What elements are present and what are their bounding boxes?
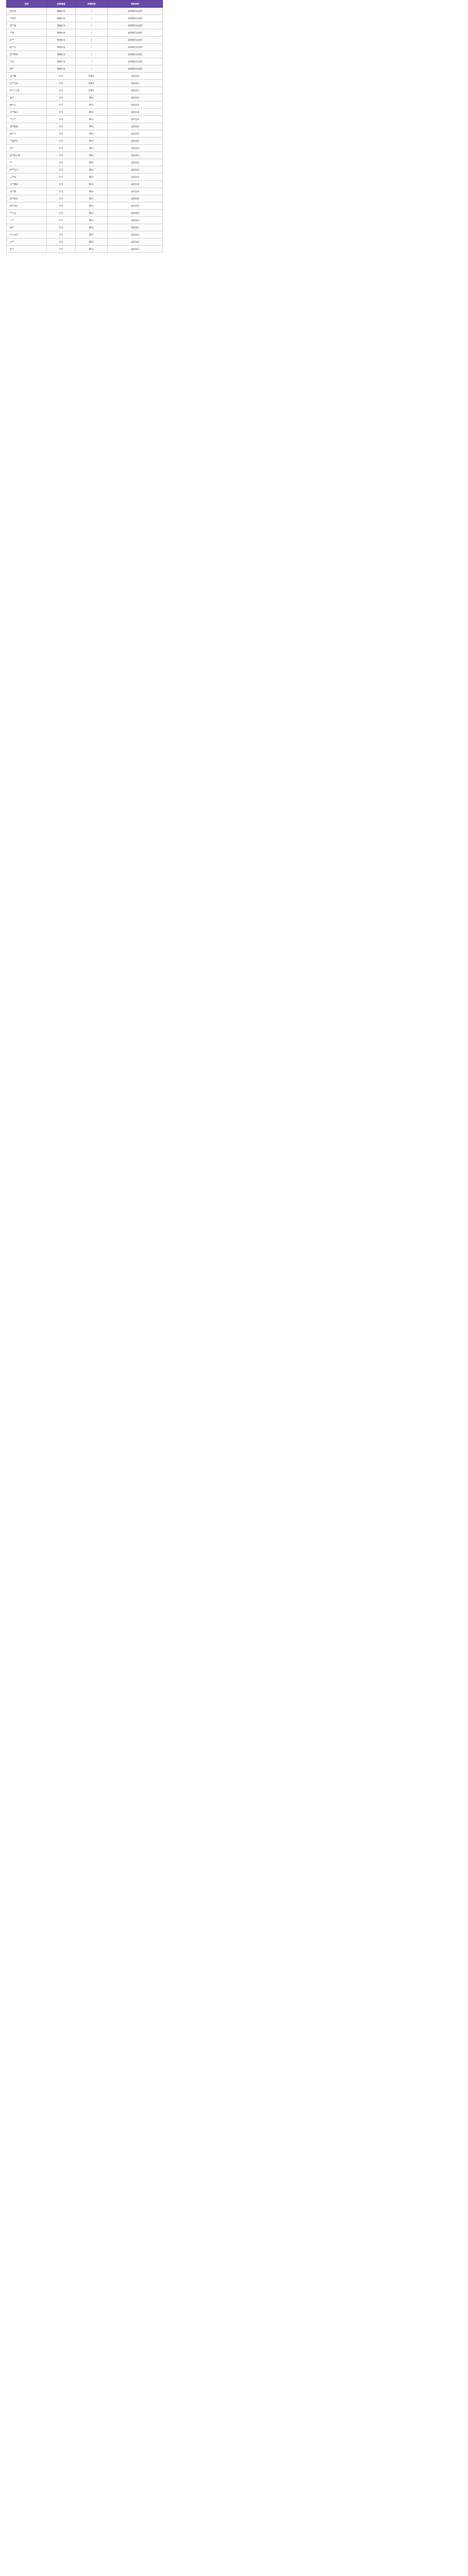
cell-time: / — [76, 22, 108, 29]
cell-time: / — [76, 15, 108, 22]
cell-channel: 锦鲤补充 — [47, 65, 76, 73]
header-channel: 获得渠道 — [47, 1, 76, 8]
cell-time: 80天 — [76, 188, 108, 195]
cell-name: **菱形号 — [7, 138, 47, 145]
cell-condition: 前两期活动获得 — [108, 51, 163, 58]
table-body — [7, 8, 163, 253]
cell-time: / — [76, 44, 108, 51]
cell-name: 明** — [7, 65, 47, 73]
cell-condition: 连续登录 — [108, 224, 163, 231]
cell-channel: 锦鲤补充 — [47, 37, 76, 44]
table-row — [7, 166, 163, 174]
cell-time: 100天 — [76, 73, 108, 80]
cell-channel: 锦鲤补充 — [47, 8, 76, 15]
cell-channel: 好号 — [47, 217, 76, 224]
cell-channel: 好号 — [47, 166, 76, 174]
cell-name: 星** — [7, 145, 47, 152]
cell-condition: 连续登录 — [108, 94, 163, 101]
cell-channel: 好号 — [47, 138, 76, 145]
cell-condition: 前两期活动获得 — [108, 29, 163, 37]
cell-time: / — [76, 51, 108, 58]
cell-channel: 好号 — [47, 145, 76, 152]
table-row — [7, 159, 163, 166]
cell-time: 90天 — [76, 138, 108, 145]
cell-channel: 好号 — [47, 181, 76, 188]
table-header — [7, 1, 163, 8]
table-row — [7, 145, 163, 152]
cell-name: 是**嘛 — [7, 73, 47, 80]
cell-time: / — [76, 65, 108, 73]
table-row — [7, 22, 163, 29]
cell-channel: 好号 — [47, 80, 76, 87]
table-row — [7, 58, 163, 65]
cell-name: **江** — [7, 116, 47, 123]
cell-name: 白** — [7, 239, 47, 246]
cell-channel: 好号 — [47, 94, 76, 101]
cell-channel: 好号 — [47, 87, 76, 94]
cell-name: 花**猫 — [7, 188, 47, 195]
cell-condition: 连续登录 — [108, 210, 163, 217]
header-row — [7, 1, 163, 8]
cell-time: 90天 — [76, 123, 108, 130]
cell-name: 群**羊 — [7, 44, 47, 51]
table-row — [7, 224, 163, 231]
cell-condition: 连续登录 — [108, 116, 163, 123]
cell-name: ** — [7, 159, 47, 166]
table-row — [7, 8, 163, 15]
cell-condition: 连续登录 — [108, 246, 163, 253]
cell-condition: 连续登录 — [108, 174, 163, 181]
cell-condition: 连续登录 — [108, 73, 163, 80]
table-row — [7, 51, 163, 58]
cell-condition: 前两期活动获得 — [108, 65, 163, 73]
cell-name: 糖**人 — [7, 101, 47, 109]
cell-channel: 好号 — [47, 159, 76, 166]
cell-channel: 好号 — [47, 73, 76, 80]
cell-channel: 好号 — [47, 246, 76, 253]
cell-time: 90天 — [76, 152, 108, 159]
table-row — [7, 44, 163, 51]
cell-channel: 锦鲤补充 — [47, 58, 76, 65]
table-row — [7, 65, 163, 73]
cell-time: 80天 — [76, 174, 108, 181]
header-time: 获得时间 — [76, 1, 108, 8]
cell-name: 6***记月 — [7, 166, 47, 174]
table-row — [7, 217, 163, 224]
cell-name: 吃**鱼丸 — [7, 195, 47, 202]
cell-condition: 连续登录 — [108, 87, 163, 94]
cell-channel: 好号 — [47, 239, 76, 246]
cell-channel: 好号 — [47, 174, 76, 181]
cell-time: 90天 — [76, 101, 108, 109]
cell-name: **神 — [7, 29, 47, 37]
cell-channel: 锦鲤补充 — [47, 51, 76, 58]
table-row — [7, 174, 163, 181]
table-row — [7, 210, 163, 217]
cell-name: **小花朵 — [7, 231, 47, 239]
table-row — [7, 231, 163, 239]
cell-time: 80天 — [76, 195, 108, 202]
table-row — [7, 181, 163, 188]
cell-time: / — [76, 58, 108, 65]
cell-condition: 连续登录 — [108, 181, 163, 188]
table-row — [7, 188, 163, 195]
cell-condition: 连续登录 — [108, 231, 163, 239]
cell-time: 80天 — [76, 210, 108, 217]
cell-condition: 连续登录 — [108, 138, 163, 145]
reward-table — [6, 0, 163, 253]
table-row — [7, 80, 163, 87]
cell-time: 100天 — [76, 87, 108, 94]
cell-condition: 连续登录 — [108, 202, 163, 210]
cell-channel: 锦鲤补充 — [47, 22, 76, 29]
cell-channel: 好号 — [47, 210, 76, 217]
cell-condition: 连续登录 — [108, 109, 163, 116]
table-row — [7, 123, 163, 130]
cell-name: 吃**鸭肠 — [7, 51, 47, 58]
cell-name: 墨**桃都 — [7, 123, 47, 130]
cell-time: 90天 — [76, 145, 108, 152]
cell-channel: 好号 — [47, 202, 76, 210]
cell-condition: 前两期活动获得 — [108, 15, 163, 22]
cell-condition: 连续登录 — [108, 239, 163, 246]
cell-condition: 连续登录 — [108, 101, 163, 109]
table-row — [7, 152, 163, 159]
cell-name: 这**号码 — [7, 80, 47, 87]
cell-condition: 前两期活动获得 — [108, 44, 163, 51]
cell-name: 吃**鸡 — [7, 8, 47, 15]
cell-condition: 连续登录 — [108, 130, 163, 138]
table-row — [7, 116, 163, 123]
cell-condition: 前两期活动获得 — [108, 58, 163, 65]
table-row — [7, 202, 163, 210]
cell-time: 90天 — [76, 94, 108, 101]
table-row — [7, 29, 163, 37]
cell-condition: 前两期活动获得 — [108, 37, 163, 44]
cell-name: 仟** — [7, 37, 47, 44]
cell-condition: 连续登录 — [108, 217, 163, 224]
cell-name: 西**同学 — [7, 202, 47, 210]
table-row — [7, 87, 163, 94]
cell-condition: 前两期活动获得 — [108, 8, 163, 15]
cell-time: 80天 — [76, 159, 108, 166]
cell-condition: 前两期活动获得 — [108, 22, 163, 29]
cell-time: / — [76, 37, 108, 44]
cell-name: 5**七大事 — [7, 87, 47, 94]
cell-name: 云**狗 — [7, 174, 47, 181]
cell-channel: 锦鲤补充 — [47, 29, 76, 37]
cell-time: 100天 — [76, 80, 108, 87]
cell-condition: 连续登录 — [108, 152, 163, 159]
cell-name: 水**佩心 — [7, 109, 47, 116]
cell-condition: 连续登录 — [108, 195, 163, 202]
cell-time: 80天 — [76, 181, 108, 188]
cell-name: 春**小 — [7, 130, 47, 138]
cell-time: / — [76, 29, 108, 37]
cell-channel: 好号 — [47, 195, 76, 202]
cell-name: **电 — [7, 58, 47, 65]
cell-name: 雷**喵 — [7, 22, 47, 29]
cell-channel: 好号 — [47, 130, 76, 138]
cell-time: 80天 — [76, 217, 108, 224]
table-row — [7, 138, 163, 145]
cell-name: 吃** — [7, 246, 47, 253]
cell-channel: 好号 — [47, 224, 76, 231]
cell-channel: 好号 — [47, 188, 76, 195]
cell-condition: 连续登录 — [108, 123, 163, 130]
cell-channel: 好号 — [47, 109, 76, 116]
cell-name: **小宝 — [7, 210, 47, 217]
table-row — [7, 195, 163, 202]
cell-channel: 好号 — [47, 101, 76, 109]
cell-time: 90天 — [76, 109, 108, 116]
cell-channel: 好号 — [47, 231, 76, 239]
table-row — [7, 15, 163, 22]
cell-name: 柒** — [7, 224, 47, 231]
table-row — [7, 101, 163, 109]
header-condition: 获取条件 — [108, 1, 163, 8]
header-name: 名称 — [7, 1, 47, 8]
cell-name: 吃**的小猫 — [7, 152, 47, 159]
cell-condition: 连续登录 — [108, 80, 163, 87]
cell-condition: 连续登录 — [108, 145, 163, 152]
cell-time: 80天 — [76, 239, 108, 246]
cell-time: 80天 — [76, 166, 108, 174]
cell-channel: 好号 — [47, 152, 76, 159]
cell-condition: 连续登录 — [108, 188, 163, 195]
cell-time: 80天 — [76, 202, 108, 210]
table-row — [7, 37, 163, 44]
cell-time: 90天 — [76, 116, 108, 123]
table-row — [7, 73, 163, 80]
table-row — [7, 246, 163, 253]
cell-name: **明学 — [7, 15, 47, 22]
cell-time: / — [76, 8, 108, 15]
cell-channel: 锦鲤补充 — [47, 44, 76, 51]
cell-channel: 锦鲤补充 — [47, 15, 76, 22]
cell-condition: 连续登录 — [108, 159, 163, 166]
cell-condition: 连续登录 — [108, 166, 163, 174]
cell-time: 80天 — [76, 231, 108, 239]
cell-name: 秦** — [7, 94, 47, 101]
cell-name: 三** — [7, 217, 47, 224]
cell-time: 80天 — [76, 246, 108, 253]
cell-name: 小**糖果 — [7, 181, 47, 188]
cell-channel: 好号 — [47, 123, 76, 130]
table-row — [7, 239, 163, 246]
table-row — [7, 109, 163, 116]
table-row — [7, 130, 163, 138]
cell-time: 90天 — [76, 130, 108, 138]
table-row — [7, 94, 163, 101]
cell-time: 80天 — [76, 224, 108, 231]
cell-channel: 好号 — [47, 116, 76, 123]
